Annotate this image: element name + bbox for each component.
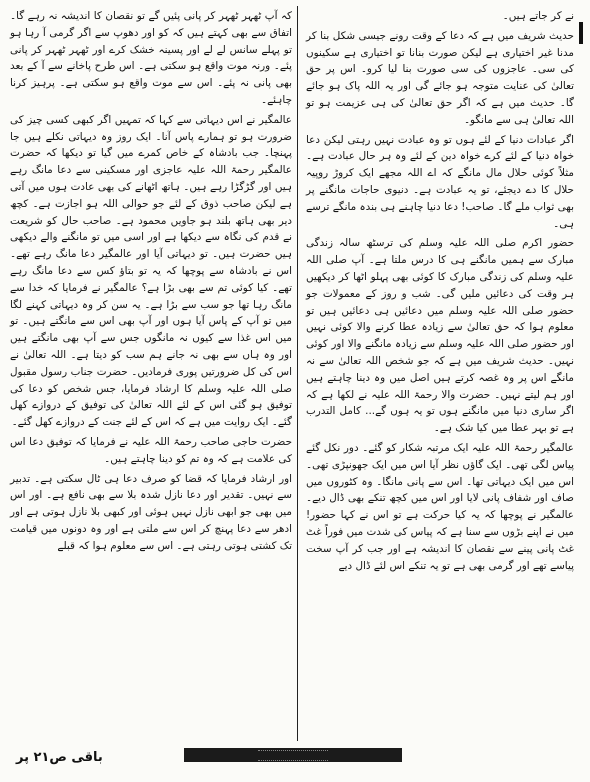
paragraph: کہ آپ ٹھہر ٹھہر کر پانی پئیں گے تو نقصان کا اندیشہ نہ رہے گا۔ اتفاق سے بھی کہتے ہیں کہ کو اور دھوپ سے اگر گرمی آ رہا ہو تو پہلے سانس لے لے اور پسینہ خشک کرے اور ٹھہر ٹھہر کر پانی پئے۔ ورنہ موت واقع ہو سکتی ہے۔ اس طرح پاخانے سے آ کے بعد بھی پانی نہ پئے۔ اس سے موت واقع ہو سکتی ہے۔ پرہیز کرنا چاہئے۔ xyxy=(10,10,292,106)
paragraph: حضرت حاجی صاحب رحمۃ اللہ علیہ نے فرمایا کہ توفیق دعا اس کی علامت ہے کہ وہ تم کو دینا چاہتے ہیں۔ xyxy=(10,435,292,465)
paragraph: حدیث شریف میں ہے کہ دعا کے وقت رونے جیسی شکل بنا کر مدنا غیر اختیاری ہے لیکن صورت بنانا تو اختیاری ہے سکینوں کی سی۔ عاجزوں کی سی صورت بنا لیا کرو۔ اس پر حق تعالیٰ کی عنایت متوجہ ہو جائے گی اور یہ اللہ پاک ہو جائے گا۔ حدیث میں ہے کہ اگر حق تعالیٰ کی ہی عزیمت ہو تو اللہ تعالیٰ ہی سے مانگو۔ xyxy=(306,29,574,126)
left-text-column xyxy=(10,8,292,558)
right-text-column xyxy=(306,8,574,577)
paragraph: عالمگیر رحمۃ اللہ علیہ ایک مرتبہ شکار کو گئے۔ دور نکل گئے پیاس لگی تھی۔ ایک گاؤں نظر آیا اس میں ایک جھونپڑی تھی۔ اس میں ایک دیہاتی تھا۔ اس سے پانی مانگا۔ وہ کٹوروں میں صاف اور شفاف پانی لایا اور اس میں کچھ تنکے بھی ڈال دیے۔ عالمگیر نے پوچھا کہ یہ کیا حرکت ہے تو اس نے کہا حضور! میں نے اپنے بڑوں سے سنا ہے کہ پیاس کی شدت میں فوراً غٹ غٹ پانی پینے سے نقصان کا اندیشہ ہے اور جب کر آپ سخت پیاسے تھے اور گرمی بھی ہے تو یہ تنکے اس لئے ڈال دیے xyxy=(306,441,574,572)
footer-ornament-bar xyxy=(184,748,402,762)
footer-ornament-pattern xyxy=(258,750,328,761)
continuation-note: باقی ص۲۱ پر xyxy=(16,750,103,765)
paragraph: نے کر جاتے ہیں۔ xyxy=(502,10,574,22)
paragraph: اگر عبادات دنیا کے لئے ہوں تو وہ عبادت نہیں رہتی لیکن دعا خواہ دنیا کے لئے کرے خواہ دین کے لئے وہ ہر حال عبادت ہے۔ مثلاً کوئی حلال مال مانگے کہ اے اللہ مجھے ایک کروڑ روپیہ حلال کا دے دیجئے، تو یہ عبادت ہے۔ دنیوی حاجات مانگنے پر بھی ثواب ملے گا۔ صاحب! دعا دنیا چاہنے ہی بندہ مانگے ترسے ہی۔ xyxy=(306,133,574,230)
paragraph: حضور اکرم صلی اللہ علیہ وسلم کی ترسٹھ سالہ زندگی مبارک سے ہمیں مانگنے ہی کا درس ملتا ہے۔ آپ صلی اللہ علیہ وسلم کی زندگی مبارک کا کوئی بھی پہلو اٹھا کر دیکھیں ہر وقت کی دعائیں ملیں گی۔ شب و روز کے معمولات جو حضور صلی اللہ علیہ وسلم میں دعائیں ہی دعائیں ہیں تو معلوم ہوا کہ حق تعالیٰ سے زیادہ عطا کرنے والا کوئی نہیں اور حضور صلی اللہ علیہ وسلم سے زیادہ مانگنے والا اور کوئی نہیں۔ حدیث شریف میں ہے کہ جو شخص اللہ تعالیٰ سے نہ مانگے اس پر وہ غصہ کرتے ہیں اصل میں وہ دینا چاہتے ہیں اور ہم لیتے نہیں۔ حضرت والا رحمۃ اللہ علیہ نے لکھا ہے کہ اگر ساری دنیا میں مانگنے ہوں تو یہ ہوں گے... کامل التدرب ہے تو بہر عطا میں کیا شک ہے۔ xyxy=(306,237,574,435)
column-divider xyxy=(297,6,298,741)
binding-edge-mark xyxy=(579,22,583,44)
paragraph: عالمگیر نے اس دیہاتی سے کہا کہ تمہیں اگر کبھی کسی چیز کی ضرورت ہو تو ہمارے پاس آنا۔ ایک روز وہ دیہاتی نکلے ہیں جا پہنچا۔ جب بادشاہ کے خاص کمرے میں گیا تو دیکھا کہ حضرت عالمگیر رحمۃ اللہ علیہ عاجزی اور مسکینی سے دعا مانگ رہے ہیں اور گڑگڑا رہے ہیں۔ ہاتھ اٹھانے کی بھی عادت ہوں میں آتی ہے لیکن صاحب ذوق کے لئے جو حوالی اللہ ہو اجازت ہے۔ کچھ دیر بھی ہاتھ بلند ہو جاویں محمود ہے۔ صاحب حال کو شریعت نے قدم کی نگاہ سے دیکھا ہے اور اسی میں تو مانگنے والے دیکھی ہیں حضرت ہیں۔ تو دیہاتی آیا اور عالمگیر دعا مانگ رہے تھے۔ اس نے بادشاہ سے پوچھا کہ یہ تو بتاؤ کس سے دعا مانگ رہے تھے۔ کیا کوئی تم سے بھی بڑا ہے؟ عالمگیر نے فرمایا کہ خدا سے مانگ رہا تھا جو سب سے بڑا ہے۔ یہ سن کر وہ دیہاتی کہنے لگا میں تو آپ کے پاس آیا ہوں اور آپ بھی اس سے مانگتے ہیں۔ تو میں اس غذا سے کیوں نہ مانگوں جس سے آپ بھی مانگتے ہیں اور وہ ہاں سے بھی نہ جانے ہم سب کو دیتا ہے۔ اللہ تعالیٰ نے اس کی کل ضرورتیں پوری فرمادیں۔ حضرت جناب رسول مقبول صلی اللہ علیہ وسلم کا ارشاد فرمایا، جس شخص کو دعا کی توفیق ہو گئی اس کے لئے اللہ تعالیٰ کی توفیق کے دروازے کھل گئے۔ ایک روایت میں ہے کہ اس کے لئے جنت کے دروازے کھل گئے۔ xyxy=(10,113,292,429)
paragraph: اور ارشاد فرمایا کہ قضا کو صرف دعا ہی ٹال سکتی ہے۔ تدبیر سے نہیں۔ تقدیر اور دعا نازل شدہ بلا سے بھی نافع ہے۔ اور اس میں بھی جو ابھی نازل نہیں ہوئی اور کبھی بلا نازل ہوتی ہے اور ادھر سے دعا پہنچ کر اس سے ملتی ہے اور وہ دونوں میں قیامت تک کشتی ہوتی رہتی ہے۔ اس سے معلوم ہوا کہ قبلے xyxy=(10,472,292,552)
